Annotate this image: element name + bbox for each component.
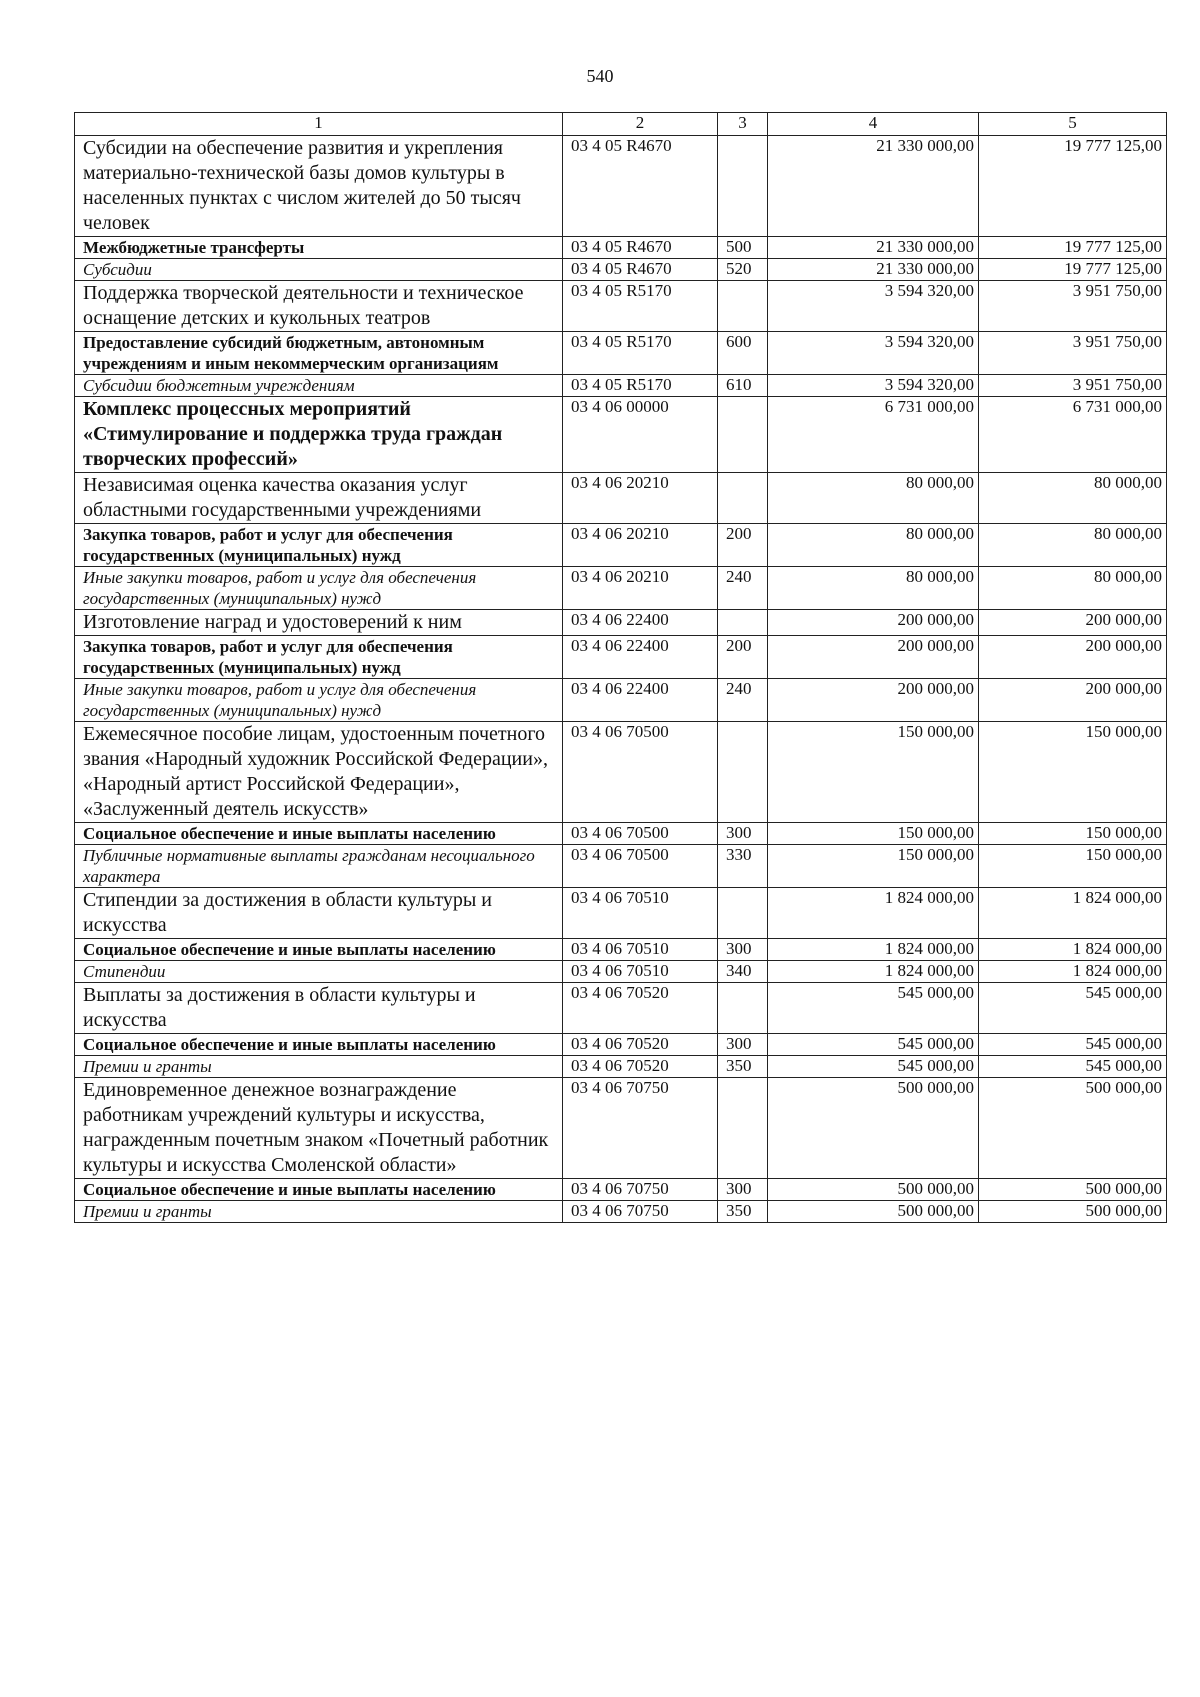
table-row [75, 961, 1167, 983]
header-col-name: 1 [75, 113, 563, 136]
row-name: Ежемесячное пособие лицам, удостоенным почетного звания «Народный художник Российской Федерации», «Народный артист Российской Федерации», «Заслуженный деятель искусств» [75, 722, 563, 823]
row-amount-1: 80 000,00 [768, 473, 979, 524]
row-name: Комплекс процессных мероприятий «Стимулирование и поддержка труда граждан творческих профессий» [75, 397, 563, 473]
budget-table [74, 112, 1167, 1223]
row-target-code: 03 4 05 R4670 [563, 237, 718, 259]
row-target-code: 03 4 06 20210 [563, 524, 718, 567]
row-target-code: 03 4 06 70500 [563, 722, 718, 823]
row-amount-1: 80 000,00 [768, 524, 979, 567]
table-row [75, 983, 1167, 1034]
row-expense-type: 300 [718, 1179, 768, 1201]
row-amount-2: 19 777 125,00 [979, 237, 1167, 259]
row-amount-1: 6 731 000,00 [768, 397, 979, 473]
row-amount-1: 150 000,00 [768, 845, 979, 888]
table-row [75, 845, 1167, 888]
row-amount-2: 545 000,00 [979, 983, 1167, 1034]
row-amount-2: 19 777 125,00 [979, 136, 1167, 237]
row-target-code: 03 4 06 70750 [563, 1201, 718, 1223]
row-amount-1: 21 330 000,00 [768, 136, 979, 237]
row-amount-2: 3 951 750,00 [979, 332, 1167, 375]
row-amount-1: 200 000,00 [768, 610, 979, 636]
row-amount-2: 500 000,00 [979, 1179, 1167, 1201]
table-row [75, 722, 1167, 823]
table-row [75, 636, 1167, 679]
row-target-code: 03 4 05 R5170 [563, 375, 718, 397]
row-amount-1: 80 000,00 [768, 567, 979, 610]
row-expense-type: 300 [718, 939, 768, 961]
row-amount-1: 545 000,00 [768, 1034, 979, 1056]
row-target-code: 03 4 06 00000 [563, 397, 718, 473]
row-name: Закупка товаров, работ и услуг для обеспечения государственных (муниципальных) нужд [75, 636, 563, 679]
table-row [75, 397, 1167, 473]
row-target-code: 03 4 06 70500 [563, 845, 718, 888]
row-target-code: 03 4 06 70750 [563, 1078, 718, 1179]
row-expense-type [718, 473, 768, 524]
row-amount-2: 80 000,00 [979, 567, 1167, 610]
row-amount-2: 200 000,00 [979, 636, 1167, 679]
row-amount-1: 500 000,00 [768, 1179, 979, 1201]
row-expense-type: 200 [718, 636, 768, 679]
row-name: Независимая оценка качества оказания услуг областными государственными учреждениями [75, 473, 563, 524]
table-row [75, 939, 1167, 961]
table-row [75, 1201, 1167, 1223]
table-row [75, 332, 1167, 375]
row-expense-type [718, 610, 768, 636]
header-row [75, 113, 1167, 136]
row-amount-2: 200 000,00 [979, 679, 1167, 722]
table-row [75, 524, 1167, 567]
header-col-sum1: 4 [768, 113, 979, 136]
row-expense-type [718, 397, 768, 473]
row-expense-type: 350 [718, 1201, 768, 1223]
table-row [75, 1179, 1167, 1201]
row-amount-1: 3 594 320,00 [768, 332, 979, 375]
row-target-code: 03 4 06 20210 [563, 567, 718, 610]
row-amount-2: 3 951 750,00 [979, 375, 1167, 397]
row-amount-2: 1 824 000,00 [979, 939, 1167, 961]
row-amount-2: 150 000,00 [979, 845, 1167, 888]
row-name: Выплаты за достижения в области культуры и искусства [75, 983, 563, 1034]
table-row [75, 823, 1167, 845]
row-expense-type [718, 722, 768, 823]
row-name: Субсидии бюджетным учреждениям [75, 375, 563, 397]
row-name: Стипендии за достижения в области культуры и искусства [75, 888, 563, 939]
row-expense-type: 200 [718, 524, 768, 567]
row-target-code: 03 4 06 70500 [563, 823, 718, 845]
row-expense-type: 340 [718, 961, 768, 983]
row-target-code: 03 4 05 R4670 [563, 259, 718, 281]
row-amount-2: 545 000,00 [979, 1034, 1167, 1056]
table-row [75, 237, 1167, 259]
header-col-code: 2 [563, 113, 718, 136]
row-name: Премии и гранты [75, 1201, 563, 1223]
row-expense-type: 240 [718, 679, 768, 722]
row-target-code: 03 4 06 70520 [563, 1034, 718, 1056]
table-row [75, 1034, 1167, 1056]
row-amount-1: 3 594 320,00 [768, 281, 979, 332]
row-amount-1: 500 000,00 [768, 1078, 979, 1179]
row-name: Социальное обеспечение и иные выплаты населению [75, 1179, 563, 1201]
row-expense-type: 300 [718, 823, 768, 845]
row-amount-2: 150 000,00 [979, 823, 1167, 845]
row-target-code: 03 4 06 70520 [563, 983, 718, 1034]
row-expense-type: 520 [718, 259, 768, 281]
header-col-vr: 3 [718, 113, 768, 136]
row-amount-1: 200 000,00 [768, 636, 979, 679]
table-row [75, 1078, 1167, 1179]
row-name: Закупка товаров, работ и услуг для обеспечения государственных (муниципальных) нужд [75, 524, 563, 567]
row-expense-type [718, 1078, 768, 1179]
table-row [75, 259, 1167, 281]
table-row [75, 567, 1167, 610]
row-name: Иные закупки товаров, работ и услуг для обеспечения государственных (муниципальных) нужд [75, 567, 563, 610]
row-amount-1: 1 824 000,00 [768, 961, 979, 983]
row-expense-type [718, 983, 768, 1034]
table-row [75, 281, 1167, 332]
table-row [75, 888, 1167, 939]
row-name: Социальное обеспечение и иные выплаты населению [75, 823, 563, 845]
row-target-code: 03 4 06 70510 [563, 888, 718, 939]
row-name: Социальное обеспечение и иные выплаты населению [75, 939, 563, 961]
row-target-code: 03 4 05 R4670 [563, 136, 718, 237]
row-expense-type: 350 [718, 1056, 768, 1078]
row-target-code: 03 4 06 22400 [563, 679, 718, 722]
table-row [75, 610, 1167, 636]
row-name: Субсидии на обеспечение развития и укрепления материально-технической базы домов культуры в населенных пунктах с числом жителей до 50 тысяч человек [75, 136, 563, 237]
row-target-code: 03 4 06 70520 [563, 1056, 718, 1078]
row-expense-type: 600 [718, 332, 768, 375]
row-amount-2: 80 000,00 [979, 524, 1167, 567]
row-amount-2: 500 000,00 [979, 1078, 1167, 1179]
row-expense-type: 330 [718, 845, 768, 888]
row-name: Единовременное денежное вознаграждение работникам учреждений культуры и искусства, награжденным почетным знаком «Почетный работник культуры и искусства Смоленской области» [75, 1078, 563, 1179]
row-expense-type: 240 [718, 567, 768, 610]
row-amount-1: 500 000,00 [768, 1201, 979, 1223]
row-target-code: 03 4 06 70510 [563, 961, 718, 983]
row-amount-2: 3 951 750,00 [979, 281, 1167, 332]
row-amount-1: 1 824 000,00 [768, 939, 979, 961]
row-name: Изготовление наград и удостоверений к ним [75, 610, 563, 636]
row-amount-2: 80 000,00 [979, 473, 1167, 524]
row-expense-type [718, 281, 768, 332]
row-target-code: 03 4 06 22400 [563, 610, 718, 636]
row-expense-type: 610 [718, 375, 768, 397]
row-target-code: 03 4 06 20210 [563, 473, 718, 524]
row-amount-1: 200 000,00 [768, 679, 979, 722]
row-name: Межбюджетные трансферты [75, 237, 563, 259]
row-amount-2: 150 000,00 [979, 722, 1167, 823]
row-expense-type: 300 [718, 1034, 768, 1056]
row-target-code: 03 4 06 22400 [563, 636, 718, 679]
row-name: Публичные нормативные выплаты гражданам несоциального характера [75, 845, 563, 888]
table-row [75, 1056, 1167, 1078]
row-amount-1: 545 000,00 [768, 983, 979, 1034]
row-target-code: 03 4 05 R5170 [563, 332, 718, 375]
row-amount-1: 150 000,00 [768, 722, 979, 823]
row-amount-1: 21 330 000,00 [768, 259, 979, 281]
header-col-sum2: 5 [979, 113, 1167, 136]
row-amount-1: 3 594 320,00 [768, 375, 979, 397]
row-amount-1: 21 330 000,00 [768, 237, 979, 259]
row-amount-2: 6 731 000,00 [979, 397, 1167, 473]
row-amount-2: 19 777 125,00 [979, 259, 1167, 281]
row-amount-2: 200 000,00 [979, 610, 1167, 636]
row-expense-type: 500 [718, 237, 768, 259]
row-amount-2: 1 824 000,00 [979, 888, 1167, 939]
row-name: Субсидии [75, 259, 563, 281]
row-expense-type [718, 136, 768, 237]
row-name: Социальное обеспечение и иные выплаты населению [75, 1034, 563, 1056]
budget-table-body [75, 136, 1167, 1223]
page-number: 540 [586, 66, 614, 86]
row-amount-2: 545 000,00 [979, 1056, 1167, 1078]
row-name: Поддержка творческой деятельности и техническое оснащение детских и кукольных театров [75, 281, 563, 332]
table-row [75, 679, 1167, 722]
row-expense-type [718, 888, 768, 939]
row-name: Премии и гранты [75, 1056, 563, 1078]
row-amount-1: 1 824 000,00 [768, 888, 979, 939]
row-target-code: 03 4 05 R5170 [563, 281, 718, 332]
row-amount-1: 150 000,00 [768, 823, 979, 845]
row-name: Предоставление субсидий бюджетным, автономным учреждениям и иным некоммерческим организациям [75, 332, 563, 375]
table-row [75, 473, 1167, 524]
row-amount-2: 1 824 000,00 [979, 961, 1167, 983]
row-name: Иные закупки товаров, работ и услуг для обеспечения государственных (муниципальных) нужд [75, 679, 563, 722]
row-target-code: 03 4 06 70750 [563, 1179, 718, 1201]
row-amount-2: 500 000,00 [979, 1201, 1167, 1223]
row-amount-1: 545 000,00 [768, 1056, 979, 1078]
table-row [75, 375, 1167, 397]
row-name: Стипендии [75, 961, 563, 983]
table-row [75, 136, 1167, 237]
row-target-code: 03 4 06 70510 [563, 939, 718, 961]
